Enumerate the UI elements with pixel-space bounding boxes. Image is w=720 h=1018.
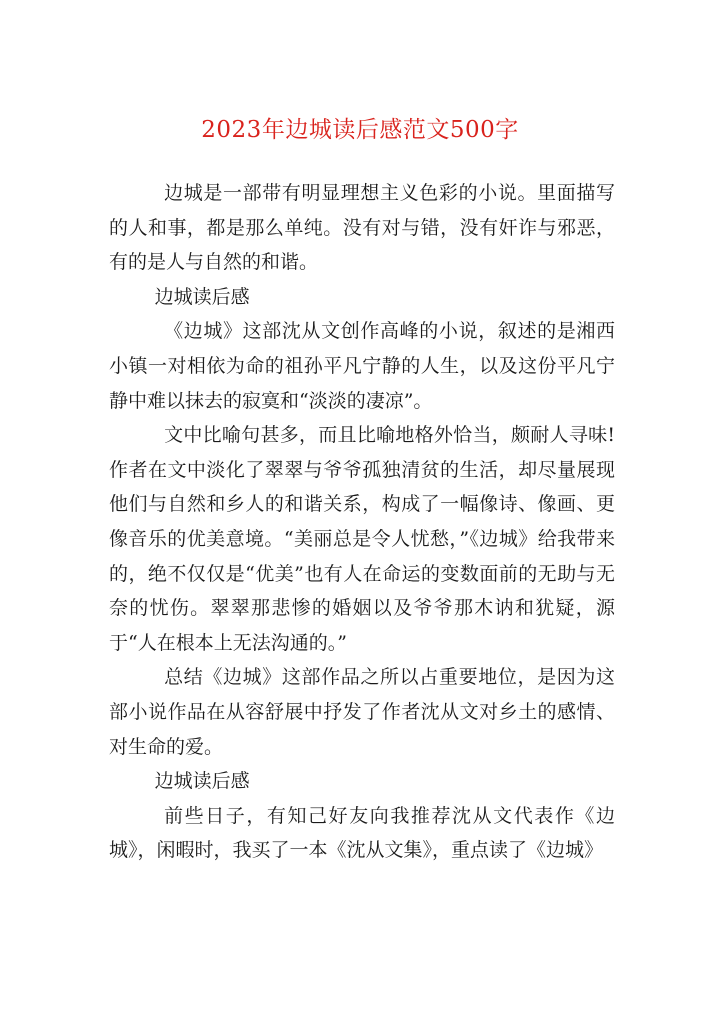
paragraph-analysis: 文中比喻句甚多，而且比喻地格外恰当，颇耐人寻味!作者在文中淡化了翠翠与爷爷孤独清贫的生活，却尽量展现他们与自然和乡人的和谐关系，构成了一幅像诗、像画、更像音乐的优美意境。“美丽总是令人忧愁，”《边城》给我带来的，绝不仅仅是“优美”也有人在命运的变数面前的无助与无奈的忧伤。翠翠那悲惨的婚姻以及爷爷那木讷和犹疑，源于“人在根本上无法沟通的。”: [109, 424, 615, 654]
paragraph-summary: 《边城》这部沈从文创作高峰的小说，叙述的是湘西小镇一对相依为命的祖孙平凡宁静的人生，以及这份平凡宁静中难以抹去的寂寞和“淡淡的凄凉”。: [109, 320, 615, 412]
paragraph-conclusion: 总结《边城》这部作品之所以占重要地位，是因为这部小说作品在从容舒展中抒发了作者沈从文对乡土的感情、对生命的爱。: [109, 666, 615, 758]
section-heading-1: 边城读后感: [154, 285, 250, 308]
document-body: [109, 176, 615, 868]
paragraph-second-essay: 前些日子，有知己好友向我推荐沈从文代表作《边城》，闲暇时，我买了一本《沈从文集》，重点读了《边城》: [109, 804, 615, 862]
paragraph-intro: 边城是一部带有明显理想主义色彩的小说。里面描写的人和事，都是那么单纯。没有对与错，没有奸诈与邪恶，有的是人与自然的和谐。: [109, 182, 615, 274]
section-heading-2: 边城读后感: [154, 770, 250, 793]
document-title: 2023年边城读后感范文500字: [201, 117, 519, 143]
